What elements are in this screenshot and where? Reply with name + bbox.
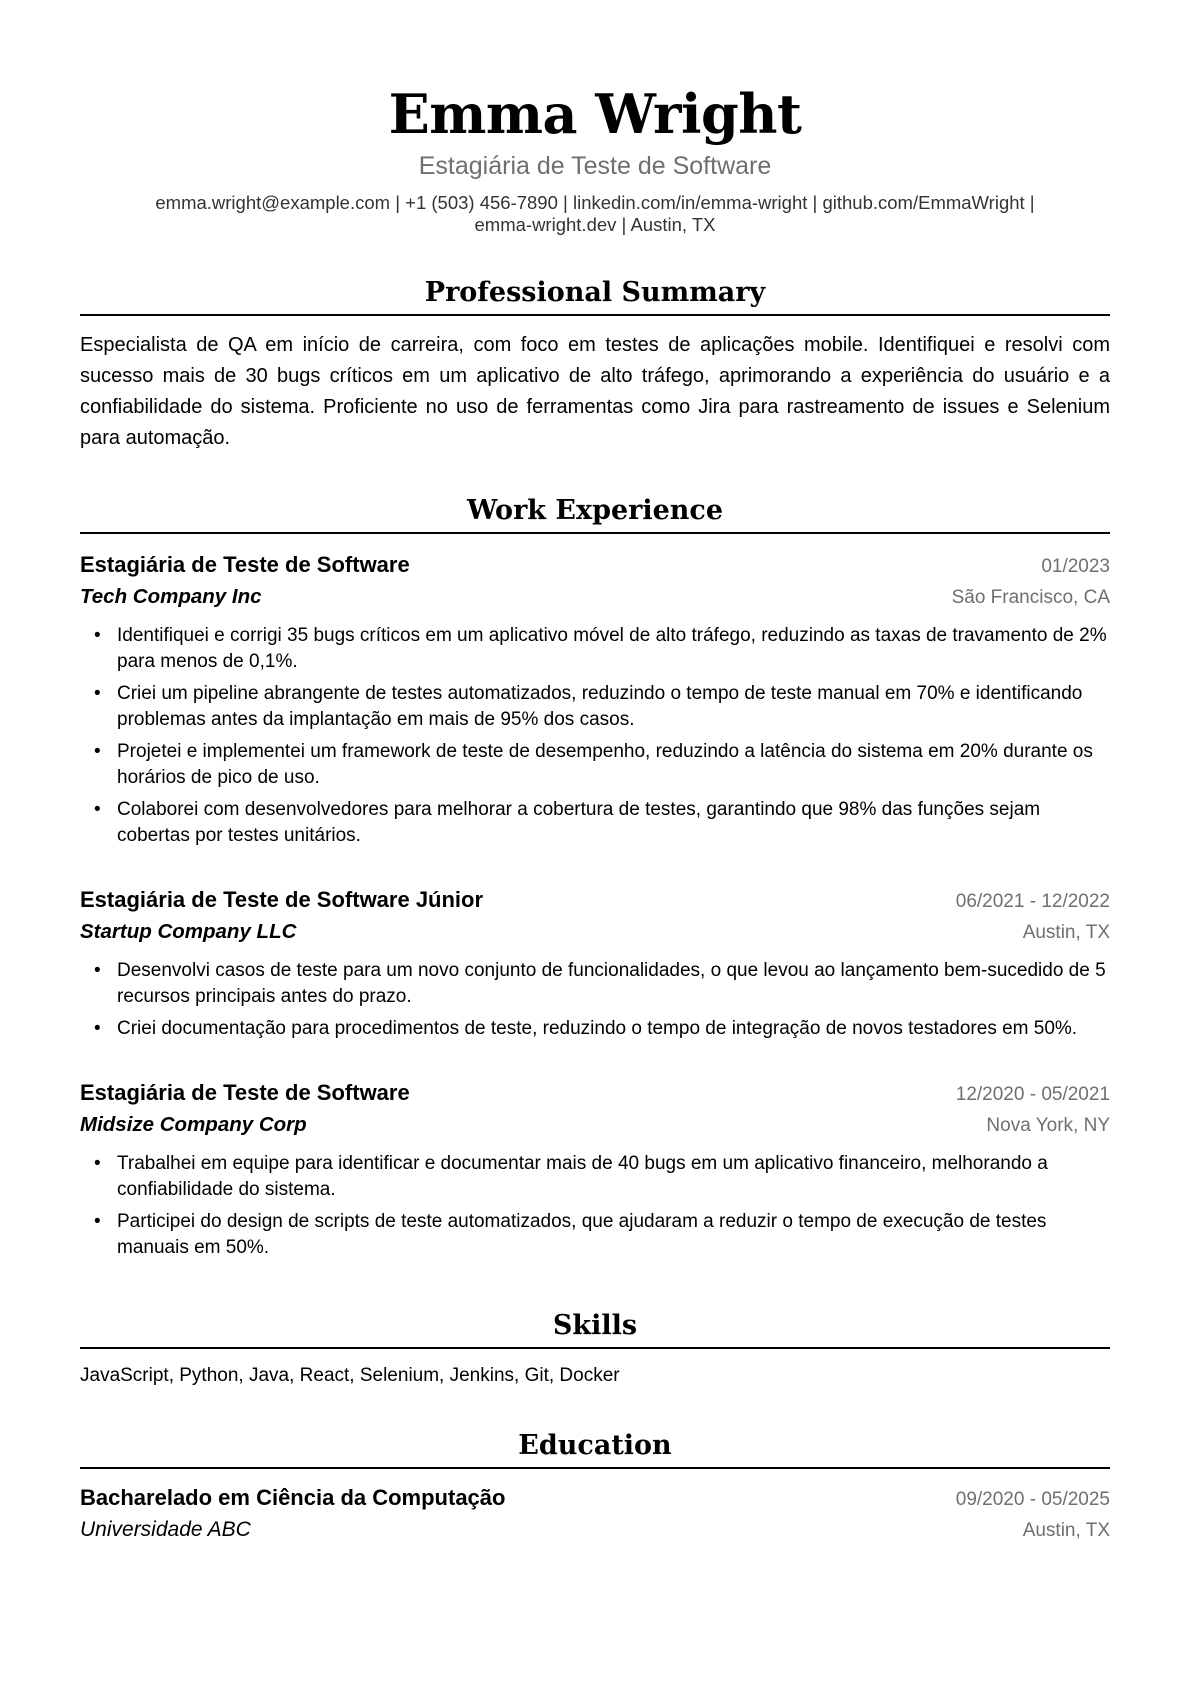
- education-entry: [80, 1483, 1110, 1546]
- education-location: Austin, TX: [1022, 1520, 1110, 1541]
- education-date: 09/2020 - 05/2025: [955, 1489, 1110, 1510]
- bullet-item: [80, 739, 1110, 791]
- bullet-text: Participei do design de scripts de teste automatizados, que ajudaram a reduzir o tempo de execução de testes manuais em 50%.: [117, 1211, 1047, 1258]
- company-name: Midsize Company Corp: [80, 1113, 307, 1136]
- bullet-item: [80, 958, 1110, 1010]
- bullet-icon: •: [94, 1018, 101, 1039]
- resume-header: [80, 82, 1110, 236]
- education-section: [80, 1429, 1110, 1546]
- bullet-item: [80, 681, 1110, 733]
- bullet-text: Identifiquei e corrigi 35 bugs críticos em um aplicativo móvel de alto tráfego, reduzindo as taxas de travamento de 2% para menos de 0,1%.: [117, 625, 1107, 672]
- skills-heading: Skills: [80, 1309, 1110, 1349]
- job-location: São Francisco, CA: [951, 587, 1110, 608]
- bullet-text: Criei documentação para procedimentos de teste, reduzindo o tempo de integração de novos testadores em 50%.: [117, 1018, 1078, 1039]
- contact-line-2: emma-wright.dev | Austin, TX: [474, 214, 716, 235]
- skills-section: [80, 1309, 1110, 1389]
- job-bullets: [80, 623, 1110, 849]
- summary-text: Especialista de QA em início de carreira, com foco em testes de aplicações mobile. Identifiquei e resolvi com sucesso mais de 30 bugs críticos em um aplicativo de alto tráfego, aprimorando a experiência do usuário e a confiabilidade do sistema. Proficiente no uso de ferramentas como Jira para rastreamento de issues e Selenium para automação.: [80, 334, 1110, 449]
- bullet-item: [80, 1016, 1110, 1042]
- job-title: Estagiária de Teste de Software Júnior: [80, 887, 484, 912]
- bullet-text: Trabalhei em equipe para identificar e documentar mais de 40 bugs em um aplicativo financeiro, melhorando a confiabilidade do sistema.: [117, 1153, 1048, 1200]
- bullet-text: Desenvolvi casos de teste para um novo conjunto de funcionalidades, o que levou ao lançamento bem-sucedido de 5 recursos principais antes do prazo.: [117, 960, 1106, 1007]
- summary-section: [80, 276, 1110, 454]
- bullet-item: [80, 797, 1110, 849]
- bullet-icon: •: [94, 799, 101, 820]
- job-entry: [80, 1078, 1110, 1261]
- bullet-item: [80, 623, 1110, 675]
- bullet-item: [80, 1151, 1110, 1203]
- company-name: Startup Company LLC: [80, 920, 297, 943]
- candidate-title: Estagiária de Teste de Software: [418, 152, 772, 180]
- job-entry: [80, 550, 1110, 849]
- contact-info: [105, 192, 1085, 236]
- bullet-text: Criei um pipeline abrangente de testes automatizados, reduzindo o tempo de teste manual em 70% e identificando problemas antes da implantação em mais de 95% dos casos.: [117, 683, 1083, 730]
- job-date: 12/2020 - 05/2021: [955, 1084, 1110, 1105]
- job-bullets: [80, 958, 1110, 1042]
- bullet-icon: •: [94, 625, 101, 646]
- education-heading: Education: [80, 1429, 1110, 1469]
- bullet-icon: •: [94, 1211, 101, 1232]
- bullet-icon: •: [94, 741, 101, 762]
- experience-section: [80, 494, 1110, 1261]
- skills-list: JavaScript, Python, Java, React, Selenium, Jenkins, Git, Docker: [80, 1365, 620, 1386]
- bullet-text: Projetei e implementei um framework de teste de desempenho, reduzindo a latência do sistema em 20% durante os horários de pico de uso.: [117, 741, 1093, 788]
- job-location: Nova York, NY: [986, 1115, 1110, 1136]
- bullet-icon: •: [94, 960, 101, 981]
- bullet-text: Colaborei com desenvolvedores para melhorar a cobertura de testes, garantindo que 98% das funções sejam cobertas por testes unitários.: [117, 799, 1041, 846]
- job-title: Estagiária de Teste de Software: [80, 552, 410, 577]
- degree-title: Bacharelado em Ciência da Computação: [80, 1485, 506, 1510]
- job-bullets: [80, 1151, 1110, 1261]
- company-name: Tech Company Inc: [80, 585, 262, 608]
- job-date: 06/2021 - 12/2022: [955, 891, 1110, 912]
- job-date: 01/2023: [1041, 556, 1110, 577]
- experience-heading: Work Experience: [80, 494, 1110, 534]
- job-location: Austin, TX: [1022, 922, 1110, 943]
- bullet-item: [80, 1209, 1110, 1261]
- school-name: Universidade ABC: [80, 1518, 251, 1541]
- bullet-icon: •: [94, 683, 101, 704]
- job-title: Estagiária de Teste de Software: [80, 1080, 410, 1105]
- contact-line-1: emma.wright@example.com | +1 (503) 456-7890 | linkedin.com/in/emma-wright | github.com/EmmaWright |: [155, 192, 1035, 213]
- bullet-icon: •: [94, 1153, 101, 1174]
- summary-heading: Professional Summary: [80, 276, 1110, 316]
- candidate-name: Emma Wright: [388, 82, 802, 146]
- job-entry: [80, 885, 1110, 1042]
